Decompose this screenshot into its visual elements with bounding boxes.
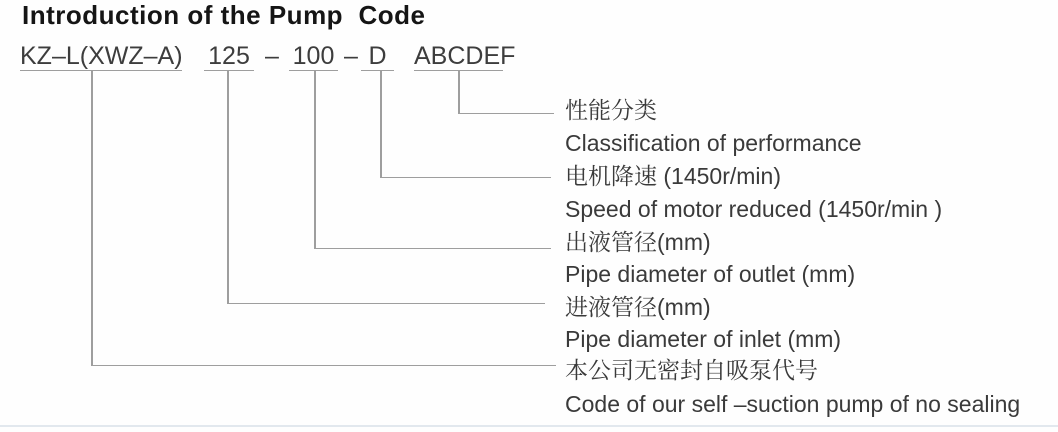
connector-kz-vertical (91, 70, 93, 366)
connector-125-horizontal (227, 303, 545, 305)
code-dash-1: – (265, 42, 279, 70)
connector-125-vertical (227, 70, 229, 304)
connector-100-horizontal (314, 248, 551, 250)
label-motor-speed-zh: 电机降速 (1450r/min) (565, 163, 781, 189)
label-outlet-en: Pipe diameter of outlet (mm) (565, 261, 856, 287)
page-title: Introduction of the Pump Code (22, 0, 426, 30)
code-segment-inlet: 125 (204, 44, 254, 71)
code-segment-performance: ABCDEF (414, 42, 516, 70)
code-segment-outlet: 100 (289, 44, 338, 71)
label-performance-en: Classification of performance (565, 130, 862, 156)
label-motor-speed-en: Speed of motor reduced (1450r/min ) (565, 196, 943, 222)
label-performance-zh: 性能分类 (565, 97, 657, 123)
label-outlet-zh: 出液管径(mm) (565, 229, 711, 255)
code-segment-speed: D (361, 44, 394, 71)
page-edge-divider (0, 425, 1058, 427)
connector-abcdef-horizontal (458, 113, 554, 115)
code-segment-prefix: KZ–L(XWZ–A) (20, 42, 183, 70)
connector-abcdef-vertical (458, 70, 460, 114)
label-inlet-zh: 进液管径(mm) (565, 294, 711, 320)
code-dash-2: – (344, 42, 358, 70)
label-company-code-zh: 本公司无密封自吸泵代号 (565, 357, 818, 383)
connector-kz-horizontal (91, 365, 556, 367)
connector-d-horizontal (380, 177, 551, 179)
connector-d-vertical (380, 70, 382, 178)
label-company-code-en: Code of our self –suction pump of no sealing (565, 391, 1021, 417)
connector-100-vertical (314, 70, 316, 249)
label-inlet-en: Pipe diameter of inlet (mm) (565, 326, 842, 352)
